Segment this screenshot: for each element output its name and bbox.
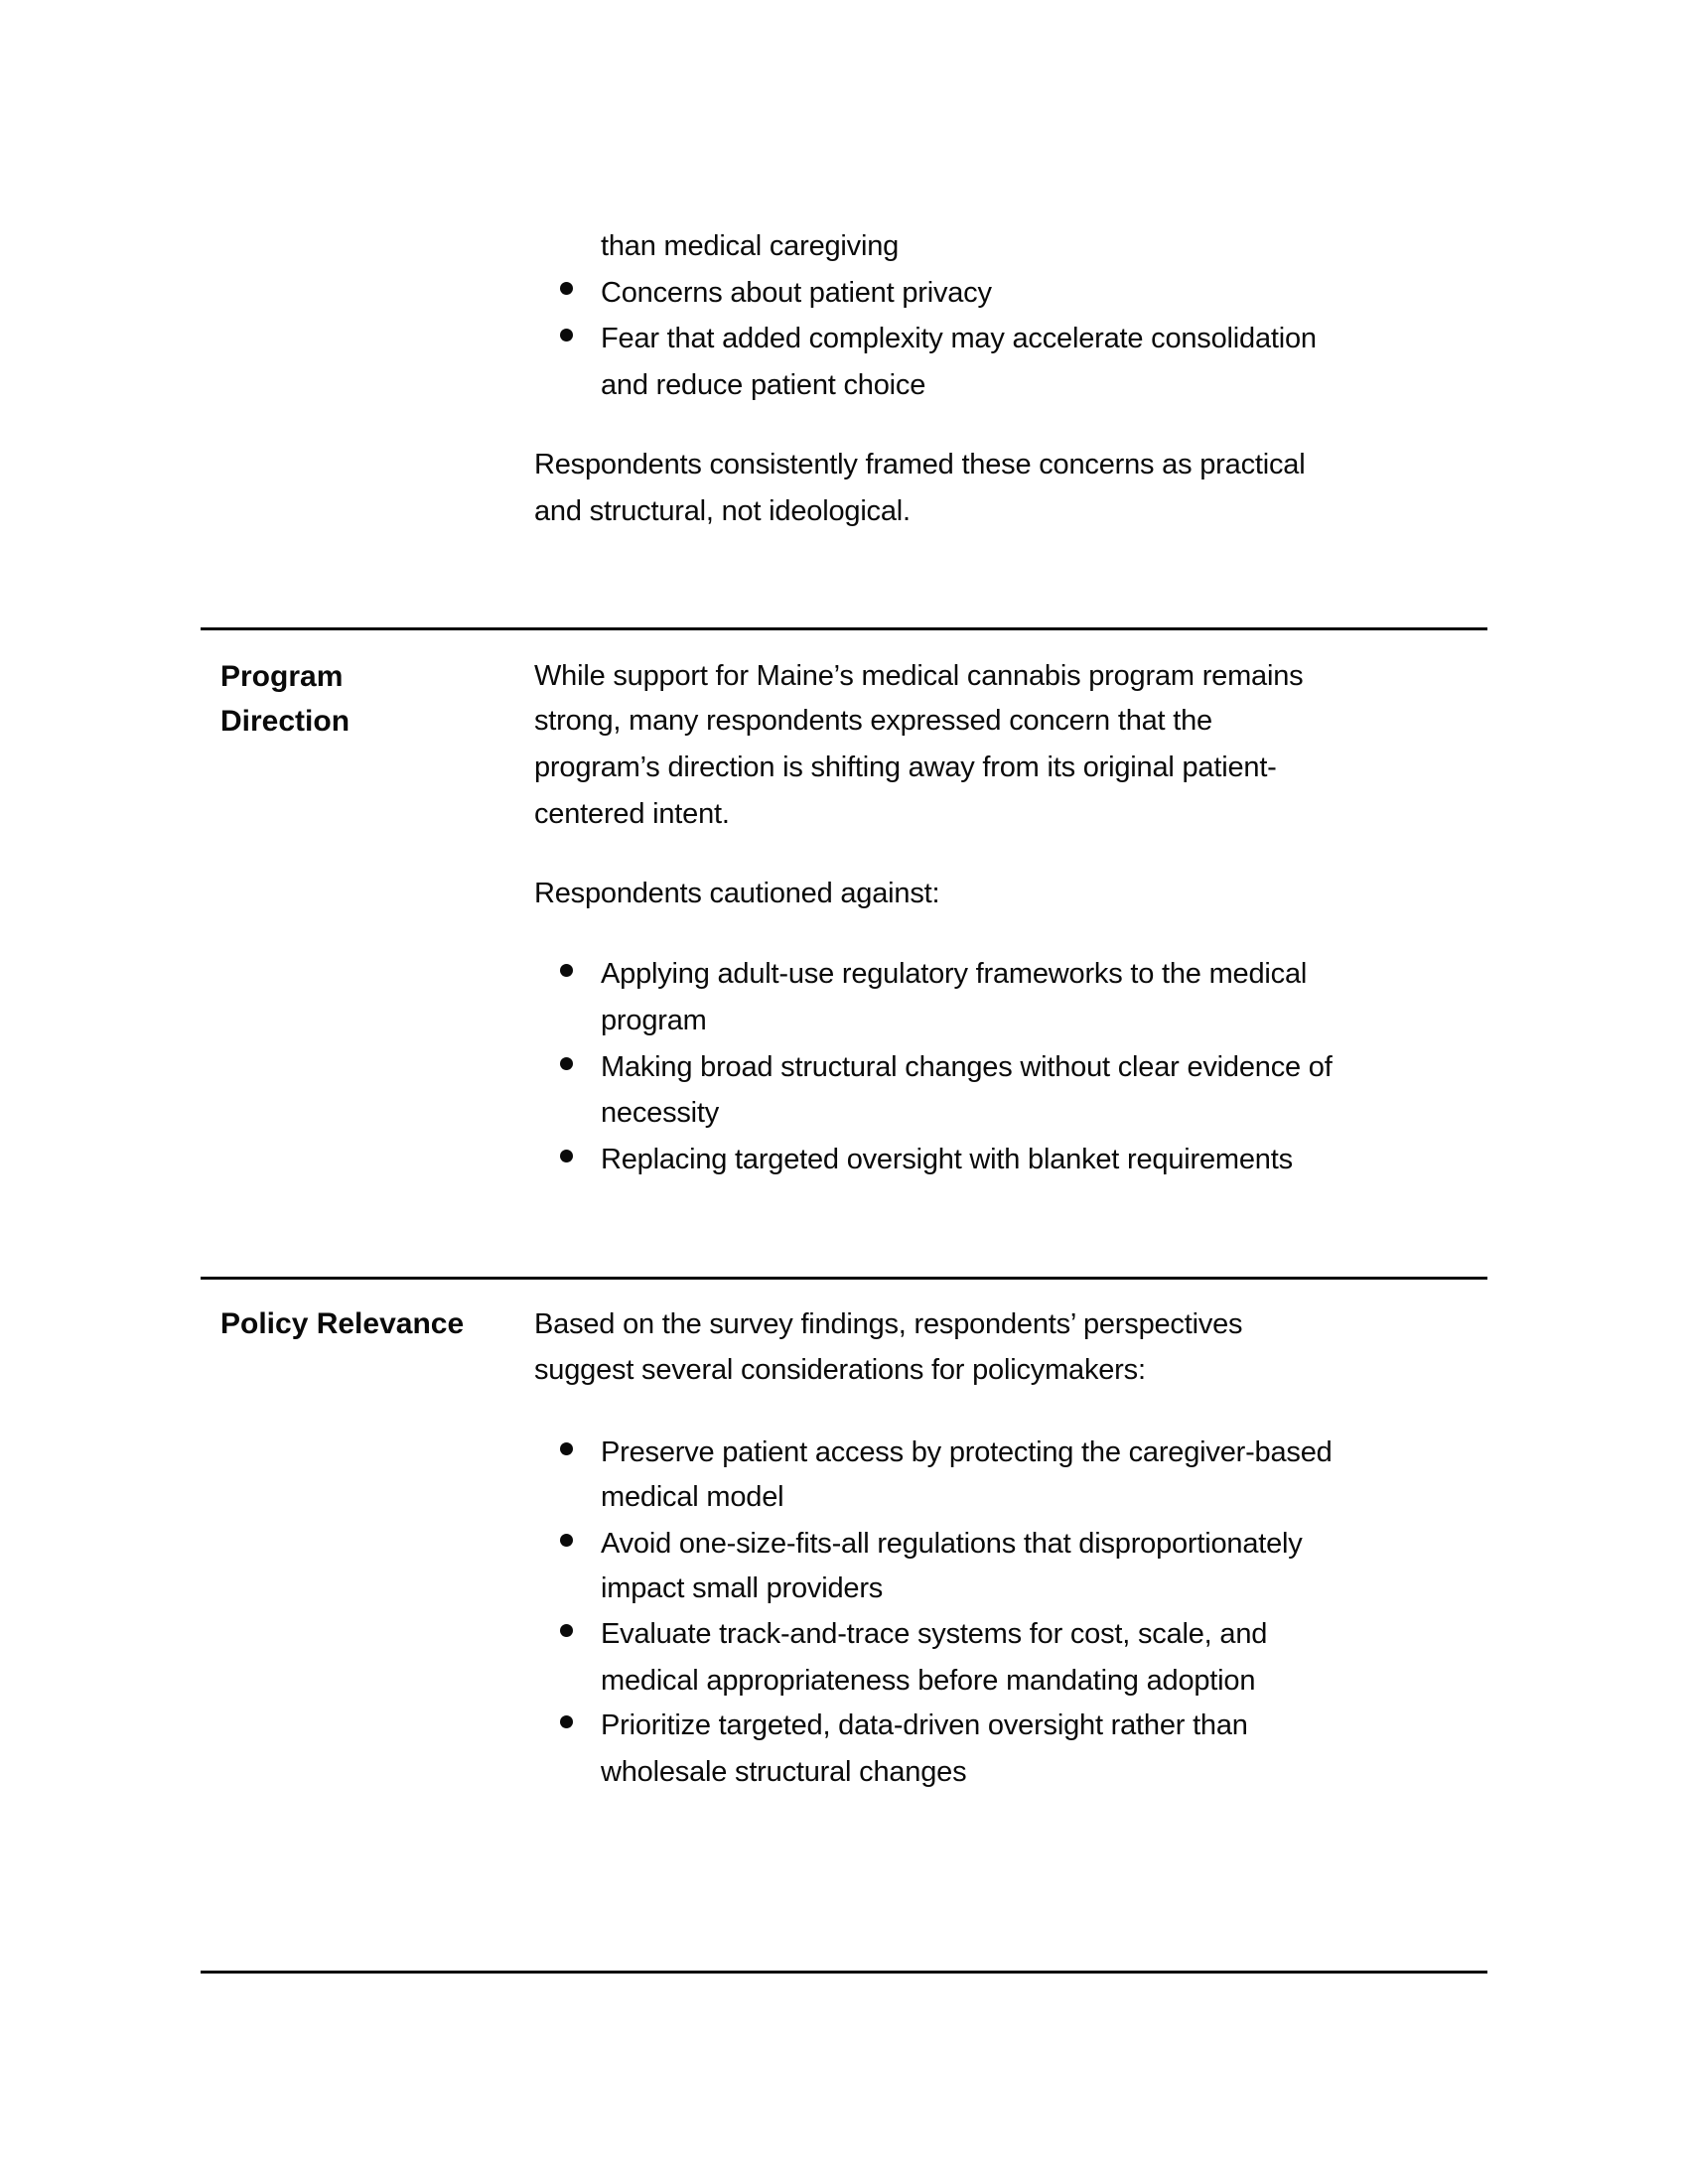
bullet-item-cont: medical appropriateness before mandating adoption [601,1665,1256,1697]
bullet-icon [560,1534,573,1547]
bullet-item-cont: wholesale structural changes [601,1756,967,1788]
bullet-item-cont: necessity [601,1097,720,1129]
section-label: Direction [220,705,351,738]
bullet-item: Making broad structural changes without clear evidence of [601,1051,1333,1083]
bullet-icon [560,1150,573,1162]
bullet-item: Avoid one-size-fits-all regulations that disproportionately [601,1528,1303,1560]
paragraph-line: program’s direction is shifting away from its original patient- [534,751,1277,783]
paragraph-line: suggest several considerations for policymakers: [534,1354,1146,1386]
bullet-item-cont: impact small providers [601,1572,884,1604]
section-divider [201,1277,1487,1280]
bullet-icon [560,964,573,977]
summary-paragraph-line: Respondents consistently framed these concerns as practical [534,449,1306,480]
section-divider [201,627,1487,630]
bullet-icon [560,282,573,295]
bullet-continuation-line: than medical caregiving [601,230,900,262]
bullet-item: Preserve patient access by protecting the caregiver-based [601,1436,1333,1468]
summary-paragraph-line: and structural, not ideological. [534,495,911,527]
bullet-item-cont: medical model [601,1481,784,1513]
paragraph-line: While support for Maine’s medical cannabis program remains [534,660,1304,692]
section-label: Policy Relevance [220,1307,465,1340]
paragraph-line: centered intent. [534,798,730,830]
section-divider [201,1971,1487,1974]
bullet-icon [560,1715,573,1728]
section-label: Program [220,660,344,693]
bullet-icon [560,329,573,341]
bullet-item: Applying adult-use regulatory frameworks to the medical [601,958,1308,990]
bullet-item: Replacing targeted oversight with blanket requirements [601,1144,1293,1175]
bullet-item-cont: and reduce patient choice [601,369,926,401]
paragraph-line: strong, many respondents expressed concern that the [534,705,1212,737]
bullet-icon [560,1624,573,1637]
bullet-item-cont: program [601,1005,707,1036]
lead-text: Respondents cautioned against: [534,878,940,909]
bullet-icon [560,1057,573,1070]
bullet-icon [560,1442,573,1455]
bullet-item: Fear that added complexity may accelerate consolidation [601,323,1317,354]
bullet-item: Prioritize targeted, data-driven oversight rather than [601,1709,1248,1741]
bullet-item: Concerns about patient privacy [601,277,992,309]
bullet-item: Evaluate track-and-trace systems for cost, scale, and [601,1618,1268,1650]
paragraph-line: Based on the survey findings, respondents’ perspectives [534,1308,1243,1340]
